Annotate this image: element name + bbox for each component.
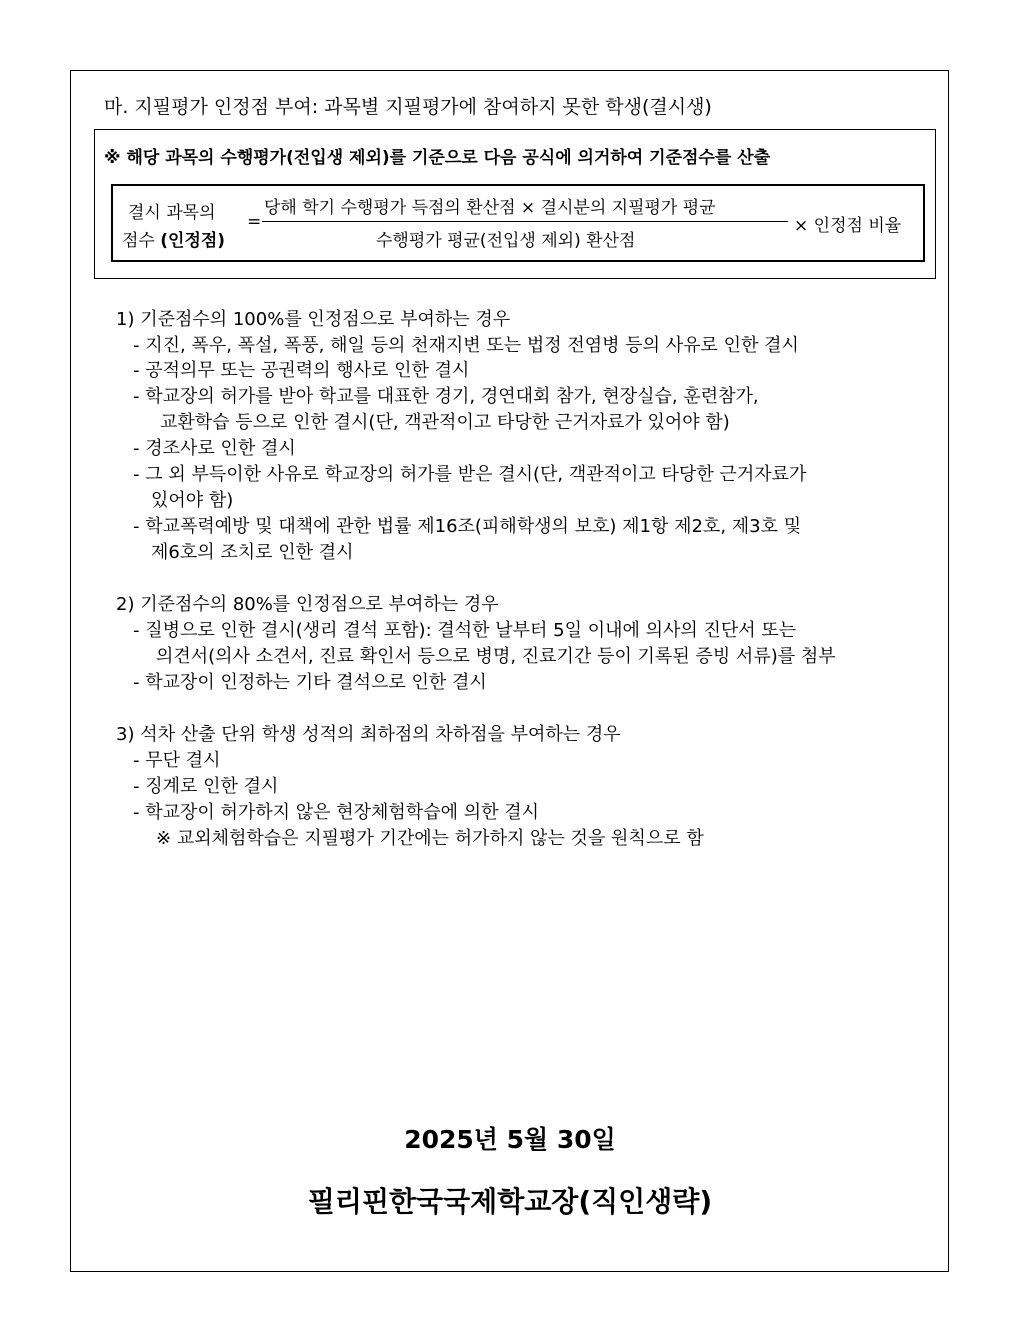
issuer-signature: 필리핀한국국제학교장(직인생략) — [307, 1185, 713, 1218]
list-item: - 학교장의 허가를 받아 학교를 대표한 경기, 경연대회 참가, 현장실습, 훈련참가, — [133, 386, 759, 407]
list-item: - 지진, 폭우, 폭설, 폭풍, 해일 등의 천재지변 또는 법정 전염병 등의 사유로 인한 결시 — [133, 335, 799, 356]
section-heading: 마. 지필평가 인정점 부여: 과목별 지필평가에 참여하지 못한 학생(결시생) — [104, 96, 712, 118]
list-item-continuation: 교환학습 등으로 인한 결시(단, 객관적이고 타당한 근거자료가 있어야 함) — [160, 412, 730, 433]
formula-lhs-prefix: 점수 — [122, 231, 161, 251]
note-line: ※ 교외체험학습은 지필평가 기간에는 허가하지 않는 것을 원칙으로 함 — [156, 828, 704, 849]
formula-equals: = — [247, 212, 262, 232]
list-item-continuation: 제6호의 조치로 인한 결시 — [151, 542, 354, 563]
formula-notice-title: ※ 해당 과목의 수행평가(전입생 제외)를 기준으로 다음 공식에 의거하여 기준점수를 산출 — [104, 148, 771, 168]
section-3-title: 3) 석차 산출 단위 학생 성적의 최하점의 차하점을 부여하는 경우 — [116, 724, 621, 745]
list-item: - 무단 결시 — [133, 750, 221, 771]
formula-lhs-line2 — [122, 226, 225, 251]
document-date: 2025년 5월 30일 — [404, 1125, 616, 1154]
list-item: - 징계로 인한 결시 — [133, 776, 279, 797]
list-item: - 공적의무 또는 공권력의 행사로 인한 결시 — [133, 360, 470, 381]
list-item-continuation: 있어야 함) — [151, 490, 234, 511]
section-1-title: 1) 기준점수의 100%를 인정점으로 부여하는 경우 — [116, 309, 511, 330]
list-item-continuation: 의견서(의사 소견서, 진료 확인서 등으로 병명, 진료기간 등이 기록된 증빙 서류)를 첨부 — [156, 646, 836, 667]
list-item: - 질병으로 인한 결시(생리 결석 포함): 결석한 날부터 5일 이내에 의사의 진단서 또는 — [133, 620, 797, 641]
list-item: - 그 외 부득이한 사유로 학교장의 허가를 받은 결시(단, 객관적이고 타당한 근거자료가 — [133, 464, 807, 485]
section-2-title: 2) 기준점수의 80%를 인정점으로 부여하는 경우 — [116, 594, 499, 615]
formula-lhs-line1: 결시 과목의 — [128, 203, 216, 223]
formula-denominator: 수행평가 평균(전입생 제외) 환산점 — [376, 231, 636, 251]
list-item: - 학교폭력예방 및 대책에 관한 법률 제16조(피해학생의 보호) 제1항 제2호, 제3호 및 — [133, 516, 802, 537]
list-item: - 경조사로 인한 결시 — [133, 438, 296, 459]
formula-lhs-bold: (인정점) — [160, 231, 226, 251]
formula-numerator: 당해 학기 수행평가 득점의 환산점 × 결시분의 지필평가 평균 — [264, 198, 716, 218]
fraction-bar — [262, 221, 788, 222]
list-item: - 학교장이 허가하지 않은 현장체험학습에 의한 결시 — [133, 802, 539, 823]
list-item: - 학교장이 인정하는 기타 결석으로 인한 결시 — [133, 672, 487, 693]
formula-rhs: × 인정점 비율 — [794, 216, 902, 236]
